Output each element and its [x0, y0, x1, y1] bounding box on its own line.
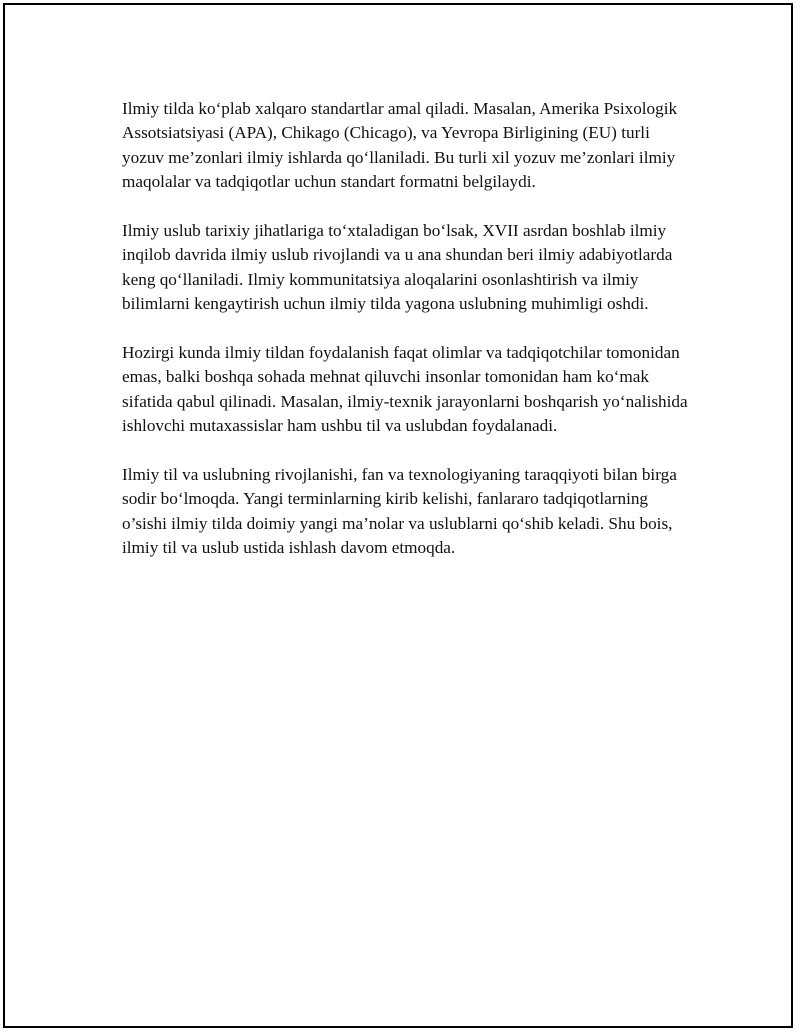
paragraph-1: Ilmiy tilda ko‘plab xalqaro standartlar amal qiladi. Masalan, Amerika Psixologik Assotsiatsiyasi (APA), Chikago (Chicago), va Yevropa Birligining (EU) turli yozuv me’zonlari ilmiy ishlarda qo‘llaniladi. Bu turli xil yozuv me’zonlari ilmiy maqolalar va tadqiqotlar uchun standart formatni belgilaydi.: [122, 99, 678, 192]
paragraph-3: Hozirgi kunda ilmiy tildan foydalanish faqat olimlar va tadqiqotchilar tomonidan emas, balki boshqa sohada mehnat qiluvchi insonlar tomonidan ham ko‘mak sifatida qabul qilinadi. Masalan, ilmiy-texnik jarayonlarni boshqarish yo‘nalishida ishlovchi mutaxassislar ham ushbu til va uslubdan foydalanadi.: [122, 343, 688, 436]
paragraph-4: Ilmiy til va uslubning rivojlanishi, fan va texnologiyaning taraqqiyoti bilan birga sodir bo‘lmoqda. Yangi terminlarning kirib kelishi, fanlararo tadqiqotlarning o’sishi ilmiy tilda doimiy yangi ma’nolar va uslublarni qo‘shib keladi. Shu bois, ilmiy til va uslub ustida ishlash davom etmoqda.: [122, 465, 677, 558]
document-body: [122, 97, 692, 585]
paragraph-2: Ilmiy uslub tarixiy jihatlariga to‘xtaladigan bo‘lsak, XVII asrdan boshlab ilmiy inqilob davrida ilmiy uslub rivojlandi va u ana shundan beri ilmiy adabiyotlarda keng qo‘llaniladi. Ilmiy kommunitatsiya aloqalarini osonlashtirish va ilmiy bilimlarni kengaytirish uchun ilmiy tilda yagona uslubning muhimligi oshdi.: [122, 221, 673, 314]
page-border: [3, 3, 793, 1028]
